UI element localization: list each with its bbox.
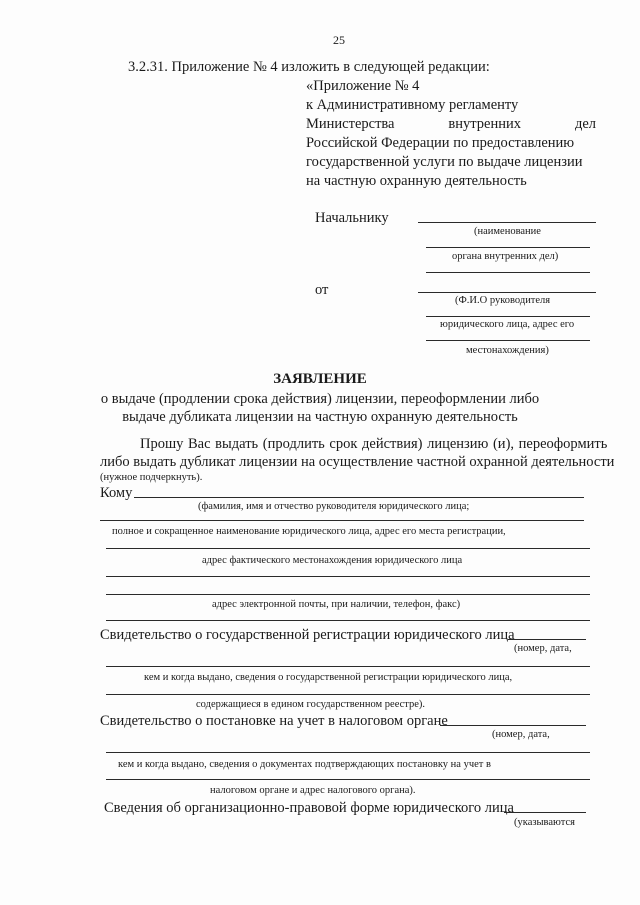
tax-hint: (номер, дата,: [492, 729, 550, 740]
whom-line[interactable]: [106, 576, 590, 577]
whom-hint: адрес фактического местонахождения юридического лица: [202, 555, 463, 566]
whom-label: Кому: [100, 485, 133, 501]
appendix-word: дел: [574, 116, 596, 132]
whom-line[interactable]: [134, 497, 584, 498]
registration-hint: содержащиеся в едином государственном реестре).: [196, 699, 426, 710]
appendix-line: к Административному регламенту: [306, 97, 519, 113]
to-hint: органа внутренних дел): [452, 251, 559, 262]
body-line: либо выдать дубликат лицензии на осуществление частной охранной деятельности: [100, 454, 615, 470]
from-line[interactable]: [418, 292, 596, 293]
tax-line[interactable]: [106, 779, 590, 780]
registration-line[interactable]: [508, 639, 586, 640]
tax-hint: кем и когда выдано, сведения о документах подтверждающих постановку на учет в: [118, 759, 491, 770]
whom-hint: (фамилия, имя и отчество руководителя юридического лица;: [198, 501, 470, 512]
legal-form-line[interactable]: [504, 812, 586, 813]
whom-line[interactable]: [100, 520, 584, 521]
tax-line[interactable]: [440, 725, 586, 726]
appendix-word: внутренних: [448, 116, 522, 132]
from-line[interactable]: [426, 316, 590, 317]
to-label: Начальнику: [315, 210, 389, 226]
appendix-line: Российской Федерации по предоставлению: [306, 135, 575, 151]
whom-line[interactable]: [106, 594, 590, 595]
from-hint: юридического лица, адрес его: [440, 319, 575, 330]
amendment-intro: 3.2.31. Приложение № 4 изложить в следующей редакции:: [128, 59, 490, 75]
to-line[interactable]: [418, 222, 596, 223]
to-line[interactable]: [426, 272, 590, 273]
registration-line[interactable]: [106, 694, 590, 695]
statement-subheading: о выдаче (продлении срока действия) лицензии, переоформлении либо: [100, 391, 540, 407]
to-hint: (наименование: [474, 226, 541, 237]
tax-label: Свидетельство о постановке на учет в налоговом органе: [100, 713, 448, 729]
tax-line[interactable]: [106, 752, 590, 753]
statement-heading: ЗАЯВЛЕНИЕ: [273, 371, 367, 387]
appendix-line: государственной услуги по выдаче лицензии: [306, 154, 583, 170]
page-number: 25: [333, 33, 345, 47]
legal-form-hint: (указываются: [514, 817, 575, 828]
appendix-line-justified: [306, 117, 596, 132]
whom-hint: адрес электронной почты, при наличии, телефон, факс): [212, 599, 461, 610]
tax-hint: налоговом органе и адрес налогового органа).: [210, 785, 416, 796]
appendix-line: на частную охранную деятельность: [306, 173, 527, 189]
appendix-title: «Приложение № 4: [306, 78, 420, 94]
to-line[interactable]: [426, 247, 590, 248]
body-line: Прошу Вас выдать (продлить срок действия) лицензию (и), переоформить: [140, 436, 608, 452]
whom-line[interactable]: [106, 548, 590, 549]
from-line[interactable]: [426, 340, 590, 341]
whom-hint: полное и сокращенное наименование юридического лица, адрес его места регистрации,: [112, 526, 506, 537]
whom-line[interactable]: [106, 620, 590, 621]
registration-line[interactable]: [106, 666, 590, 667]
from-hint: (Ф.И.О руководителя: [455, 295, 551, 306]
from-label: от: [315, 282, 329, 298]
registration-hint: (номер, дата,: [514, 643, 572, 654]
legal-form-label: Сведения об организационно-правовой форме юридического лица: [104, 800, 514, 816]
registration-hint: кем и когда выдано, сведения о государственной регистрации юридического лица,: [144, 672, 513, 683]
body-note: (нужное подчеркнуть).: [100, 472, 203, 483]
statement-subheading: выдаче дубликата лицензии на частную охранную деятельность: [122, 409, 518, 425]
appendix-word: Министерства: [306, 116, 395, 132]
from-hint: местонахождения): [466, 345, 549, 356]
registration-label: Свидетельство о государственной регистрации юридического лица: [100, 627, 515, 643]
